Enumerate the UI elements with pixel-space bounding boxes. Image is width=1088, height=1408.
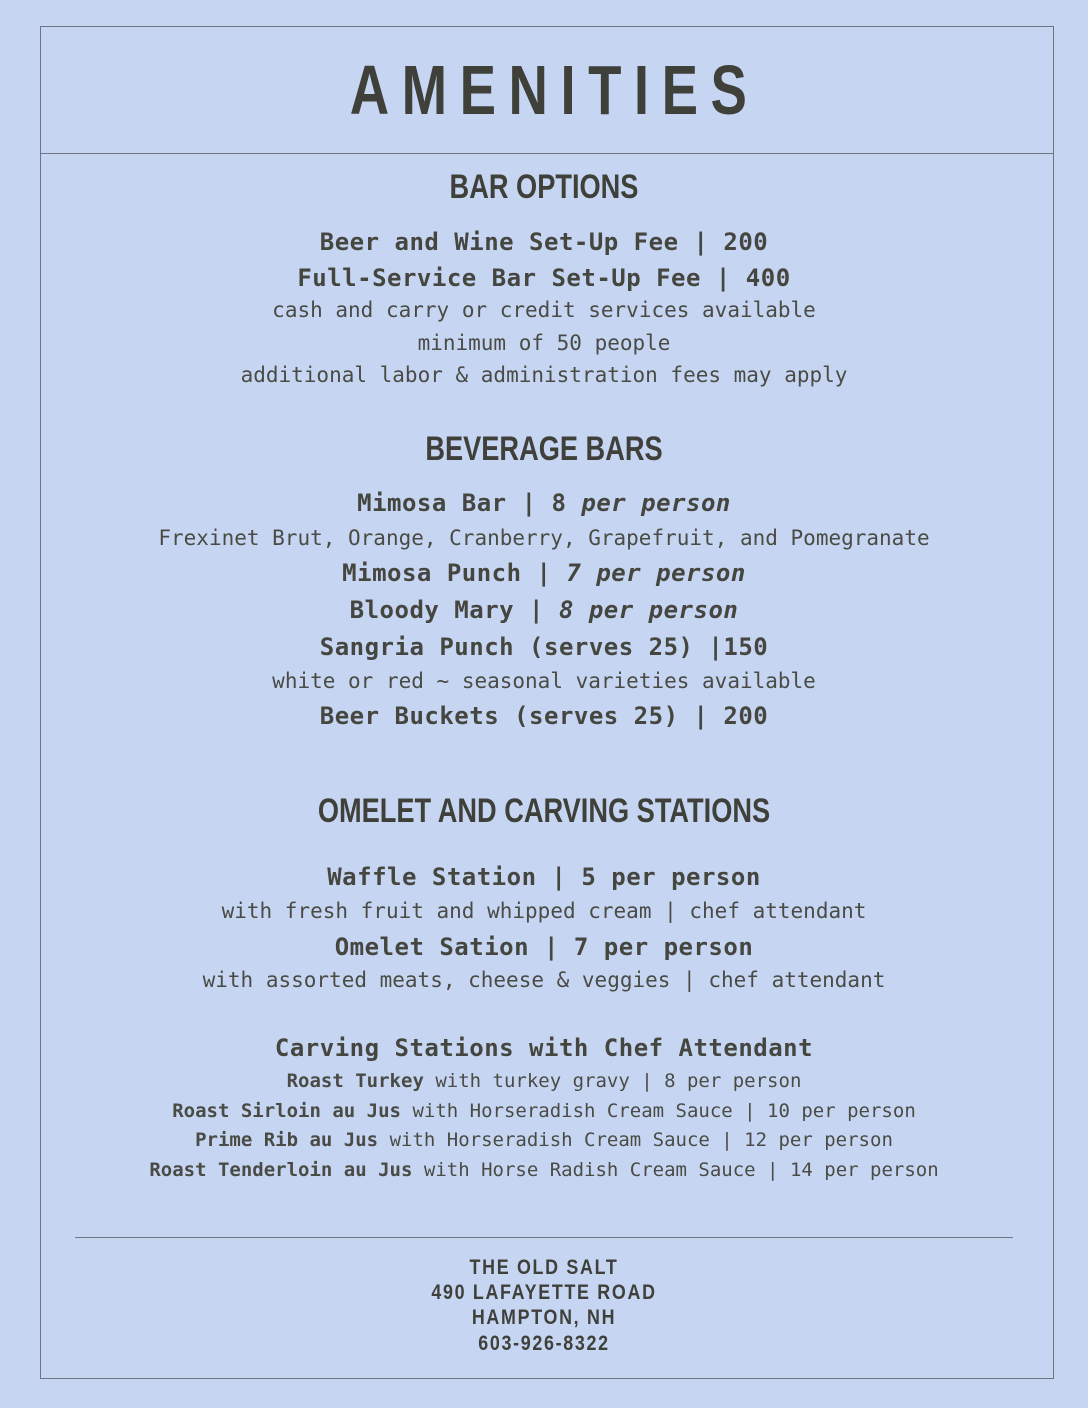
mimosa-bar-name: Mimosa Bar | 8 bbox=[357, 489, 582, 517]
beverage-bars-heading: BEVERAGE BARS bbox=[425, 430, 663, 468]
bloody-mary-name: Bloody Mary | bbox=[349, 596, 559, 624]
mimosa-punch-name: Mimosa Punch | bbox=[342, 559, 567, 587]
beer-buckets: Beer Buckets (serves 25) | 200 bbox=[319, 702, 769, 730]
omelet-desc: with assorted meats, cheese & veggies | chef attendant bbox=[202, 968, 886, 992]
full-service-fee: Full-Service Bar Set-Up Fee | 400 bbox=[297, 264, 791, 292]
title-band bbox=[41, 27, 1053, 154]
carving-item-detail: with Horseradish Cream Sauce | 10 per person bbox=[401, 1100, 916, 1122]
footer-name: THE OLD SALT bbox=[469, 1256, 619, 1279]
carving-item bbox=[0, 1070, 1088, 1092]
carving-item-name: Prime Rib au Jus bbox=[195, 1129, 379, 1151]
footer-divider bbox=[75, 1237, 1013, 1238]
carving-item-detail: with Horse Radish Cream Sauce | 14 per person bbox=[412, 1159, 939, 1181]
footer-city: HAMPTON, NH bbox=[471, 1306, 617, 1329]
sangria-desc: white or red ~ seasonal varieties available bbox=[272, 669, 816, 693]
bar-minimum-note: minimum of 50 people bbox=[417, 331, 671, 355]
bloody-mary-unit: 8 per person bbox=[558, 596, 739, 624]
bar-fees-note: additional labor & administration fees may apply bbox=[240, 363, 848, 387]
bar-payment-note: cash and carry or credit services available bbox=[272, 298, 816, 322]
carving-item-name: Roast Sirloin au Jus bbox=[172, 1100, 401, 1122]
beer-wine-fee: Beer and Wine Set-Up Fee | 200 bbox=[319, 228, 769, 256]
carving-heading: Carving Stations with Chef Attendant bbox=[274, 1034, 814, 1062]
mimosa-bar-unit: per person bbox=[581, 489, 731, 517]
page-title: AMENITIES bbox=[350, 51, 760, 129]
bloody-mary bbox=[0, 596, 1088, 624]
carving-item bbox=[0, 1129, 1088, 1151]
carving-item-detail: with turkey gravy | 8 per person bbox=[423, 1070, 802, 1092]
mimosa-punch-unit: 7 per person bbox=[566, 559, 746, 587]
waffle-desc: with fresh fruit and whipped cream | chef attendant bbox=[221, 899, 867, 923]
carving-item-name: Roast Turkey bbox=[286, 1070, 424, 1092]
carving-item bbox=[0, 1159, 1088, 1181]
carving-item-name: Roast Tenderloin au Jus bbox=[149, 1159, 413, 1181]
carving-item bbox=[0, 1100, 1088, 1122]
mimosa-bar bbox=[0, 489, 1088, 517]
omelet-station: Omelet Sation | 7 per person bbox=[334, 933, 754, 961]
mimosa-bar-desc: Frexinet Brut, Orange, Cranberry, Grapefruit, and Pomegranate bbox=[158, 526, 930, 550]
waffle-station: Waffle Station | 5 per person bbox=[327, 863, 761, 891]
footer-phone: 603-926-8322 bbox=[478, 1332, 610, 1355]
stations-heading: OMELET AND CARVING STATIONS bbox=[317, 792, 771, 830]
footer-address: 490 LAFAYETTE ROAD bbox=[431, 1281, 657, 1304]
carving-item-detail: with Horseradish Cream Sauce | 12 per person bbox=[378, 1129, 893, 1151]
bar-options-heading: BAR OPTIONS bbox=[449, 168, 639, 206]
mimosa-punch bbox=[0, 559, 1088, 587]
sangria-punch: Sangria Punch (serves 25) |150 bbox=[319, 633, 769, 661]
